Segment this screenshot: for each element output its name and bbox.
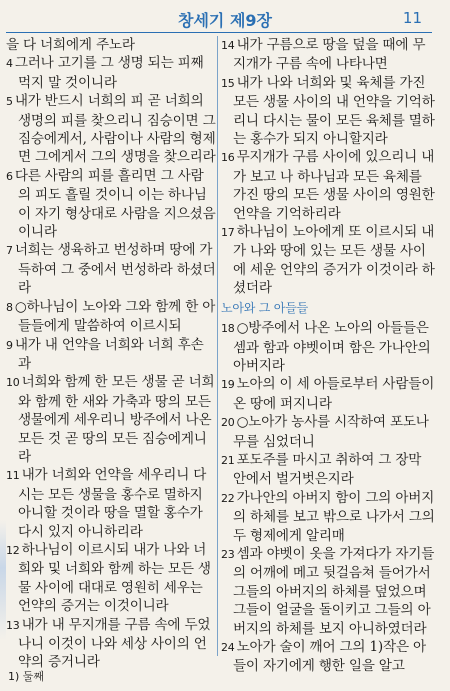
right-column — [221, 36, 435, 675]
verse-text: ○방주에서 나온 노아의 아들들은 셈과 함과 야벳이며 함은 가나안의 아버지라 — [233, 320, 431, 374]
verse-text: 무지개가 구름 사이에 있으리니 내가 보고 나 하나님과 모든 육체를 가진 땅의 모든 생물 사이의 영원한 언약을 기억하리라 — [233, 149, 435, 222]
verse-15 — [221, 74, 435, 149]
verse-number: 24 — [221, 641, 235, 654]
page-header — [0, 4, 450, 30]
verse-20 — [221, 413, 435, 451]
section-heading: 노아와 그 아들들 — [221, 300, 308, 315]
verse-number: 5 — [6, 95, 13, 109]
verse-22 — [221, 489, 435, 545]
verse-number: 6 — [6, 169, 13, 183]
verse-text: 노아의 이 세 아들로부터 사람들이 온 땅에 퍼지니라 — [233, 376, 435, 412]
verse-number: 8 — [6, 300, 13, 314]
verse-6 — [6, 167, 216, 242]
verse-text: 을 다 너희에게 주노라 — [6, 37, 135, 53]
verse-21 — [221, 451, 435, 489]
verse-number: 7 — [6, 244, 13, 258]
left-column — [6, 36, 216, 671]
page-number: 11 — [402, 9, 422, 27]
verse-23 — [221, 545, 435, 638]
verse-7 — [6, 241, 216, 297]
verse-text: 너희는 생육하고 번성하며 땅에 가득하여 그 중에서 번성하라 하셨더라 — [14, 242, 216, 297]
verse-12 — [6, 541, 216, 616]
verse-text: 가나안의 아버지 함이 그의 아버지의 하체를 보고 밖으로 나가서 그의 두 형제에게 알리매 — [233, 489, 435, 544]
verse-text: ○하나님이 노아와 그와 함께 한 아들들에게 말씀하여 이르시되 — [14, 298, 216, 335]
verse-number: 4 — [6, 57, 13, 71]
verse-number: 11 — [6, 469, 20, 483]
verse-3-continued — [6, 36, 216, 54]
verse-text: 내가 반드시 너희의 피 곧 너희의 생명의 피를 찾으리니 짐승이면 그 짐승에게서, 사람이나 사람의 형제면 그에게서 그의 생명을 찾으리라 — [14, 93, 216, 166]
verse-4 — [6, 54, 216, 92]
verse-text: 내가 나와 너희와 및 육체를 가진 모든 생물 사이의 내 언약을 기억하리니 다시는 물이 모든 육체를 멸하는 홍수가 되지 아니할지라 — [233, 74, 435, 148]
verse-5 — [6, 92, 216, 167]
verse-24 — [221, 638, 435, 676]
verse-13 — [6, 616, 216, 672]
verse-number: 14 — [221, 39, 235, 52]
verse-number: 21 — [221, 453, 235, 467]
verse-19 — [221, 375, 435, 413]
verse-number: 15 — [221, 76, 235, 90]
verse-text: 셈과 야벳이 옷을 가져다가 자기들의 어깨에 메고 뒷걸음쳐 들어가서 그들의 아버지의 하체를 덮었으며 그들이 얼굴을 돌이키고 그들의 아버지의 하체를 보지 아니하였더라 — [233, 545, 435, 637]
verse-10 — [6, 373, 216, 466]
verse-8 — [6, 298, 216, 336]
header-rule — [6, 32, 432, 33]
verse-11 — [6, 466, 216, 541]
verse-number: 18 — [221, 322, 235, 336]
verse-text: 내가 너희와 언약을 세우리니 다시는 모든 생물을 홍수로 멸하지 아니할 것이라 땅을 멸할 홍수가 다시 있지 아니하리라 — [18, 467, 207, 540]
verse-text: ○노아가 농사를 시작하여 포도나무를 심었더니 — [233, 414, 429, 450]
verse-number: 12 — [6, 543, 20, 557]
verse-text: 노아가 술이 깨어 그의 1)작은 아들이 자기에게 행한 일을 알고 — [233, 639, 426, 675]
verse-number: 17 — [221, 226, 235, 240]
verse-number: 19 — [221, 378, 235, 392]
verse-number: 23 — [221, 547, 235, 561]
verse-text: 내가 구름으로 땅을 덮을 때에 무지개가 구름 속에 나타나면 — [233, 37, 426, 73]
verse-text: 다른 사람의 피를 흘리면 그 사람의 피도 흘릴 것이니 이는 하나님이 자기 형상대로 사람을 지으셨음이니라 — [14, 167, 216, 241]
column-divider — [217, 36, 218, 656]
verse-text: 포도주를 마시고 취하여 그 장막 안에서 벌거벗은지라 — [233, 451, 422, 488]
verse-text: 하나님이 노아에게 또 이르시되 내가 나와 땅에 있는 모든 생물 사이에 세운 언약의 증거가 이것이라 하셨더라 — [233, 224, 435, 297]
footnote: 1) 둘째 — [8, 670, 45, 683]
verse-text: 내가 내 무지개를 구름 속에 두었나니 이것이 나와 세상 사이의 언약의 증거니라 — [18, 616, 211, 671]
verse-16 — [221, 148, 435, 223]
verse-text: 내가 내 언약을 너희와 너희 후손과 — [14, 336, 204, 372]
verse-number: 9 — [6, 338, 13, 352]
verse-18 — [221, 319, 435, 375]
verse-text: 하나님이 이르시되 내가 나와 너희와 및 너희와 함께 하는 모든 생물 사이에 대대로 영원히 세우는 언약의 증거는 이것이니라 — [18, 541, 211, 615]
verse-number: 10 — [6, 376, 20, 390]
running-title: 창세기 제9장 — [178, 11, 272, 30]
verse-14 — [221, 36, 435, 74]
verse-17 — [221, 223, 435, 298]
verse-number: 22 — [221, 491, 235, 505]
verse-number: 13 — [6, 618, 20, 632]
verse-9 — [6, 336, 216, 374]
verse-number: 20 — [221, 416, 235, 430]
verse-text: 너희와 함께 한 모든 생물 곧 너희와 함께 한 새와 가축과 땅의 모든 생물에게 세우리니 방주에서 나온 모든 것 곧 땅의 모든 짐승에게니라 — [18, 374, 215, 465]
verse-number: 16 — [221, 151, 235, 165]
verse-text: 그러나 고기를 그 생명 되는 피째 먹지 말 것이니라 — [14, 55, 204, 91]
